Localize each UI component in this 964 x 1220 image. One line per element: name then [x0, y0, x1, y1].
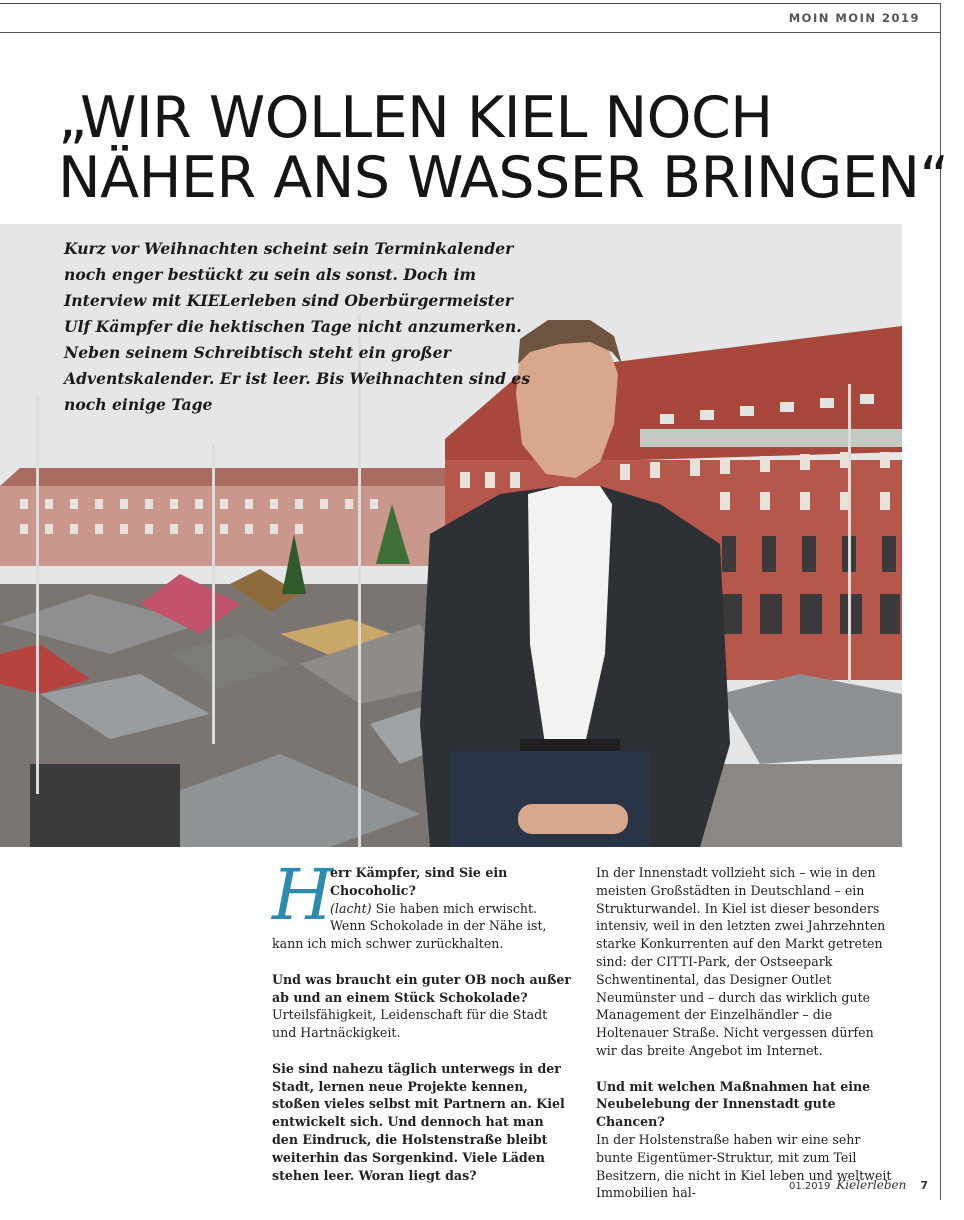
magazine-brand: Kielerleben — [836, 1178, 907, 1192]
header-rule — [0, 32, 940, 33]
issue-date: 01.2019 — [788, 1181, 831, 1192]
question-2: Und was braucht ein guter OB noch außer ab und an einem Stück Schokolade? — [272, 971, 572, 1005]
answer-3: In der Innenstadt vollzieht sich – wie in den meisten Großstädten in Deutschland – ein Strukturwandel. In Kiel ist dieser besonders intensiv, weil in den letzten zwei Jahrzehnten starke Konkurrenten auf den Markt getreten sind: der CITTI-Park, der Ostseepark Schwentinental, das Designer Outlet Neumünster und – durch das wirklich gute Management der Einzelhändler – die Holtenauer Straße. Nicht vergessen dürfen wir das breite Angebot im Internet. — [596, 865, 886, 1058]
article-column-1 — [272, 854, 572, 1202]
headline — [58, 85, 958, 211]
paragraph-3 — [272, 1060, 572, 1185]
page-footer — [789, 1178, 928, 1192]
answer-4: In der Holstenstraße haben wir eine sehr bunte Eigentümer-Struktur, mit zum Teil Besitzern, die nicht in Kiel leben und weltweit Immobilien hal- — [596, 1131, 892, 1201]
paragraph-2 — [272, 971, 572, 1042]
paragraph-1 — [272, 854, 572, 953]
headline-line-2: NÄHER ANS WASSER BRINGEN“ — [58, 145, 949, 211]
aside-laughs: (lacht) — [330, 900, 372, 916]
article-column-2 — [596, 864, 896, 1220]
top-rule — [0, 3, 940, 4]
headline-line-1: „WIR WOLLEN KIEL NOCH — [58, 85, 773, 151]
page-number: 7 — [920, 1179, 928, 1192]
intro-text: Kurz vor Weihnachten scheint sein Terminkalender noch enger bestückt zu sein als sonst. Doch im Interview mit KIELerleben sind Oberbürgermeister Ulf Kämpfer die hektischen Tage nicht anzumerken. Neben seinem Schreibtisch steht ein großer Adventskalender. Er ist leer. Bis Weihnachten sind es noch einige Tage — [64, 239, 531, 414]
answer-2: Urteilsfähigkeit, Leidenschaft für die Stadt und Hartnäckigkeit. — [272, 1007, 548, 1041]
section-label: MOIN MOIN 2019 — [788, 11, 920, 25]
answer-1: Sie haben mich erwischt. Wenn Schokolade in der Nähe ist, kann ich mich schwer zurückhalten. — [272, 900, 547, 952]
dropcap: H — [272, 854, 334, 936]
question-4: Und mit welchen Maßnahmen hat eine Neubelebung der Innenstadt gute Chancen? — [596, 1078, 871, 1130]
question-3: Sie sind nahezu täglich unterwegs in der Stadt, lernen neue Projekte kennen, stoßen vieles selbst mit Partnern an. Kiel entwickelt sich. Und dennoch hat man den Eindruck, die Holstenstraße bleibt weiterhin das Sorgenkind. Viele Läden stehen leer. Woran liegt das? — [272, 1060, 565, 1183]
question-1: err Kämpfer, sind Sie ein Chocoholic? — [330, 865, 508, 898]
